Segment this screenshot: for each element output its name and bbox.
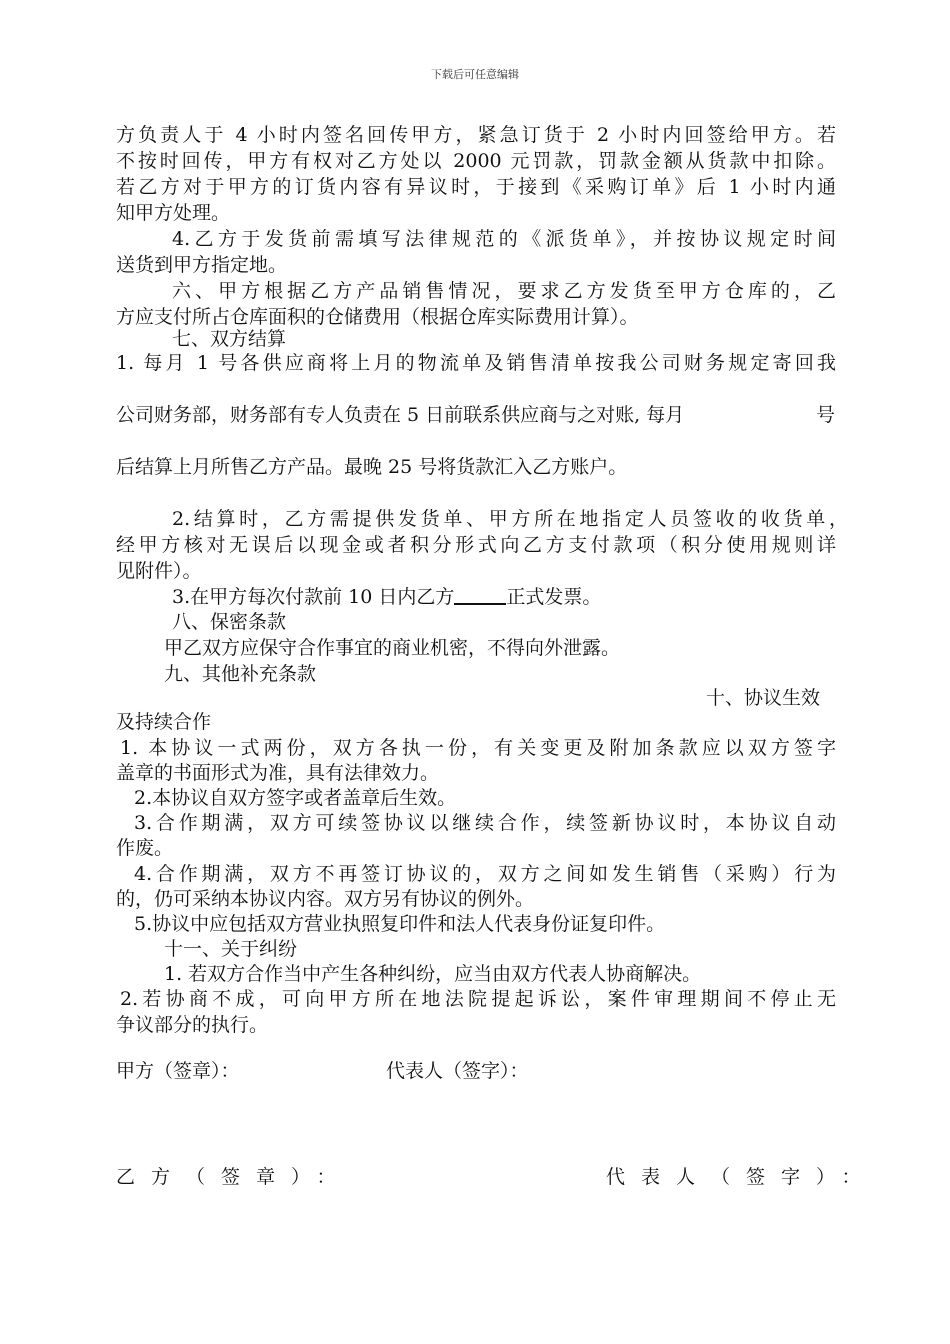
body-line: 若乙方对于甲方的订货内容有异议时，于接到《采购订单》后 1 小时内通 — [116, 176, 836, 198]
party-b-representative-label: 代表人（签字）： — [606, 1166, 877, 1188]
body-line: 送货到甲方指定地。 — [116, 254, 288, 276]
section-heading: 七、双方结算 — [172, 328, 287, 350]
party-a-seal-label: 甲方（签章）： — [116, 1060, 240, 1082]
body-line: 方应支付所占仓库面积的仓储费用（根据仓库实际费用计算）。 — [116, 306, 639, 328]
body-line: 1. 本协议一式两份，双方各执一份，有关变更及附加条款应以双方签字 — [120, 737, 836, 759]
body-line-fragment: 号 — [816, 404, 836, 426]
body-line: 盖章的书面形式为准，具有法律效力。 — [116, 762, 440, 784]
blank-underline — [454, 585, 506, 605]
party-a-representative-label: 代表人（签字）： — [386, 1060, 529, 1082]
body-line: 作废。 — [116, 837, 174, 859]
body-line: 六、甲方根据乙方产品销售情况，要求乙方发货至甲方仓库的，乙 — [172, 280, 836, 302]
body-line: 4.合作期满，双方不再签订协议的，双方之间如发生销售（采购）行为 — [134, 863, 836, 885]
body-line: 不按时回传，甲方有权对乙方处以 2000 元罚款，罚款金额从货款中扣除。 — [116, 150, 836, 172]
body-line: 甲乙双方应保守合作事宜的商业机密，不得向外泄露。 — [164, 637, 621, 659]
body-line: 经甲方核对无误后以现金或者积分形式向乙方支付款项（积分使用规则详 — [116, 534, 836, 556]
body-line: 见附件）。 — [116, 560, 202, 582]
body-line: 方负责人于 4 小时内签名回传甲方，紧急订货于 2 小时内回签给甲方。若 — [116, 124, 836, 146]
section-heading: 及持续合作 — [116, 711, 212, 733]
body-line: 的，仍可采纳本协议内容。双方另有协议的例外。 — [116, 888, 535, 910]
party-b-seal-label: 乙方（签章）： — [116, 1166, 352, 1188]
body-line: 2.本协议自双方签字或者盖章后生效。 — [134, 787, 457, 809]
body-line: 1. 若双方合作当中产生各种纠纷，应当由双方代表人协商解决。 — [164, 963, 702, 985]
body-line: 3.在甲方每次付款前 10 日内乙方 正式发票。 — [172, 586, 602, 608]
body-line: 争议部分的执行。 — [116, 1014, 269, 1036]
section-heading: 十、协议生效 — [706, 687, 821, 709]
body-line: 知甲方处理。 — [116, 202, 231, 224]
body-line: 2.结算时，乙方需提供发货单、甲方所在地指定人员签收的收货单， — [172, 508, 848, 530]
page-header-note: 下载后可任意编辑 — [431, 68, 519, 81]
body-line: 5.协议中应包括双方营业执照复印件和法人代表身份证复印件。 — [134, 913, 666, 935]
section-heading: 十一、关于纠纷 — [164, 938, 298, 960]
section-heading: 八、保密条款 — [172, 611, 287, 633]
body-line: 1. 每月 1 号各供应商将上月的物流单及销售清单按我公司财务规定寄回我 — [116, 352, 836, 374]
body-line: 2.若协商不成，可向甲方所在地法院提起诉讼，案件审理期间不停止无 — [120, 988, 836, 1010]
body-line: 公司财务部，财务部有专人负责在 5 日前联系供应商与之对账, 每月 — [116, 404, 685, 426]
body-line: 3.合作期满，双方可续签协议以继续合作，续签新协议时，本协议自动 — [134, 812, 836, 834]
body-line: 后结算上月所售乙方产品。最晚 25 号将货款汇入乙方账户。 — [116, 456, 628, 478]
body-line: 4.乙方于发货前需填写法律规范的《派货单》，并按协议规定时间 — [172, 228, 836, 250]
section-heading: 九、其他补充条款 — [164, 663, 317, 685]
